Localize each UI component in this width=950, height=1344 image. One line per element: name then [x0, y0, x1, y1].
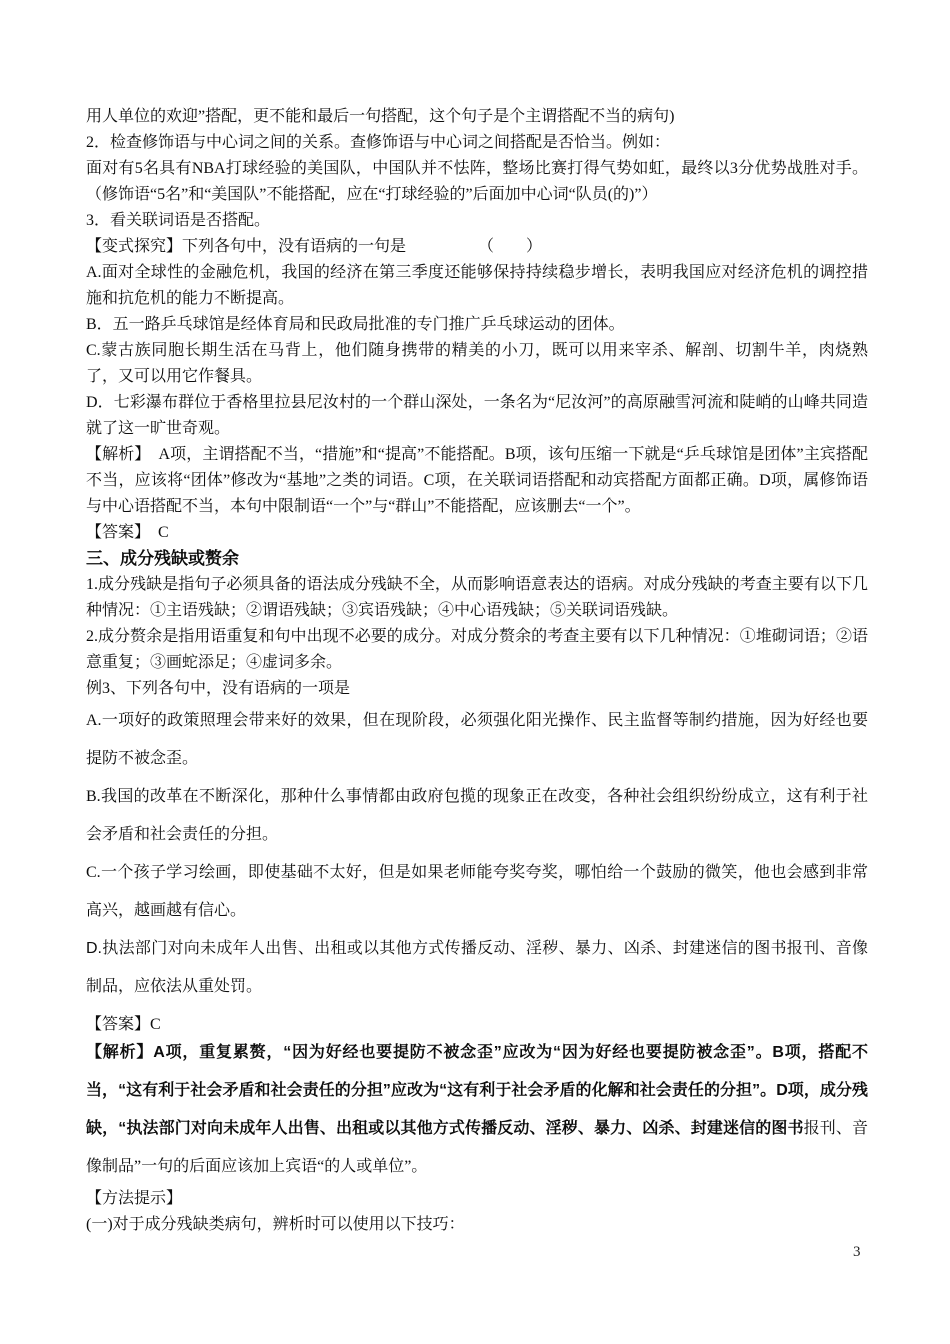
example3-option-b: B.我国的改革在不断深化，那种什么事情都由政府包揽的现象正在改变，各种社会组织纷纷成立，这有利于社会矛盾和社会责任的分担。: [86, 788, 868, 843]
example3-option-d: [86, 930, 868, 1006]
example3-answer: 【答案】C: [86, 1016, 161, 1033]
para-redundant-definition: 2.成分赘余是指用语重复和句中出现不必要的成分。对成分赘余的考查主要有以下几种情况：①堆砌词语；②语意重复；③画蛇添足；④虚词多余。: [86, 628, 868, 671]
para-incomplete-definition: 1.成分残缺是指句子必须具备的语法成分残缺不全，从而影响语意表达的语病。对成分残缺的考查主要有以下几种情况：①主语残缺；②谓语残缺；③宾语残缺；④中心语残缺；⑤关联词语残缺。: [86, 576, 868, 619]
variant-option-a: A.面对全球性的金融危机，我国的经济在第三季度还能够保持持续稳步增长，表明我国应对经济危机的调控措施和抗危机的能力不断提高。: [86, 264, 868, 307]
example3-analysis: [86, 1034, 868, 1186]
para-tip2-nba-example: 面对有5名具有NBA打球经验的美国队，中国队并不怯阵，整场比赛打得气势如虹，最终以3分优势战胜对手。（修饰语“5名”和“美国队”不能搭配，应在“打球经验的”后面加中心词“队员(的)”）: [86, 160, 868, 203]
example3-option-d-main: D.执法部门对向未成年人出售、出租或以其他方式传播反动、淫秽、暴力、凶杀、封建迷信的图书报刊、音像: [86, 940, 868, 957]
example3-option-a: A.一项好的政策照理会带来好的效果，但在现阶段，必须强化阳光操作、民主监督等制约措施，因为好经也要提防不被念歪。: [86, 712, 868, 767]
section3-heading: 三、成分残缺或赘余: [86, 549, 239, 568]
page-number: 3: [853, 1244, 861, 1260]
variant-option-b: B．五一路乒乓球馆是经体育局和民政局批准的专门推广乒乓球运动的团体。: [86, 316, 625, 333]
example3-option-c: C.一个孩子学习绘画，即使基础不太好，但是如果老师能夸奖夸奖，哪怕给一个鼓励的微笑，他也会感到非常高兴，越画越有信心。: [86, 864, 868, 919]
variant-option-d: D．七彩瀑布群位于香格里拉县尼汝村的一个群山深处，一条名为“尼汝河”的高原融雪河流和陡峭的山峰共同造就了这一旷世奇观。: [86, 394, 868, 437]
variant-option-c: C.蒙古族同胞长期生活在马背上，他们随身携带的精美的小刀，既可以用来宰杀、解剖、切割牛羊，肉烧熟了，又可以用它作餐具。: [86, 342, 868, 385]
variant-analysis: 【解析】 A项，主谓搭配不当，“措施”和“提高”不能搭配。B项，该句压缩一下就是“乒乓球馆是团体”主宾搭配不当，应该将“团体”修改为“基地”之类的词语。C项，在关联词语搭配和动宾搭配方面都正确。D项，属修饰语与中心语搭配不当，本句中限制语“一个”与“群山”不能搭配，应该删去“一个”。: [86, 446, 868, 515]
variant-question-stem: 【变式探究】下列各句中，没有语病的一句是 （ ）: [86, 238, 543, 255]
variant-answer: 【答案】 C: [86, 524, 169, 541]
example3-stem: 例3、下列各句中，没有语病的一项是: [86, 680, 351, 697]
example3-analysis-tail: 报刊、音像制品”一句的后面应该加上宾语“的人或单位”。: [86, 1120, 868, 1175]
example3-option-d-tail: 制品，应依法从重处罚。: [86, 978, 263, 995]
method-tip-intro: (一)对于成分残缺类病句，辨析时可以使用以下技巧：: [86, 1216, 465, 1233]
example3-analysis-main: 【解析】A项，重复累赘，“因为好经也要提防不被念歪”应改为“因为好经也要提防被念歪”。B项，搭配不当，“这有利于社会矛盾和社会责任的分担”应改为“这有利于社会矛盾的化解和社会责任的分担”。D项，成分残缺，“执法部门对向未成年人出售、出租或以其他方式传播反动、淫秽、暴力、凶杀、封建迷信的图书: [86, 1044, 868, 1137]
method-tips-heading: 【方法提示】: [86, 1190, 183, 1207]
para-carryover-mismatch-note: 用人单位的欢迎”搭配，更不能和最后一句搭配，这个句子是个主谓搭配不当的病句): [86, 108, 675, 125]
para-tip2-check-modifier: 2．检查修饰语与中心词之间的关系。查修饰语与中心词之间搭配是否恰当。例如：: [86, 134, 671, 151]
para-tip3-conjunction: 3．看关联词语是否搭配。: [86, 212, 271, 229]
